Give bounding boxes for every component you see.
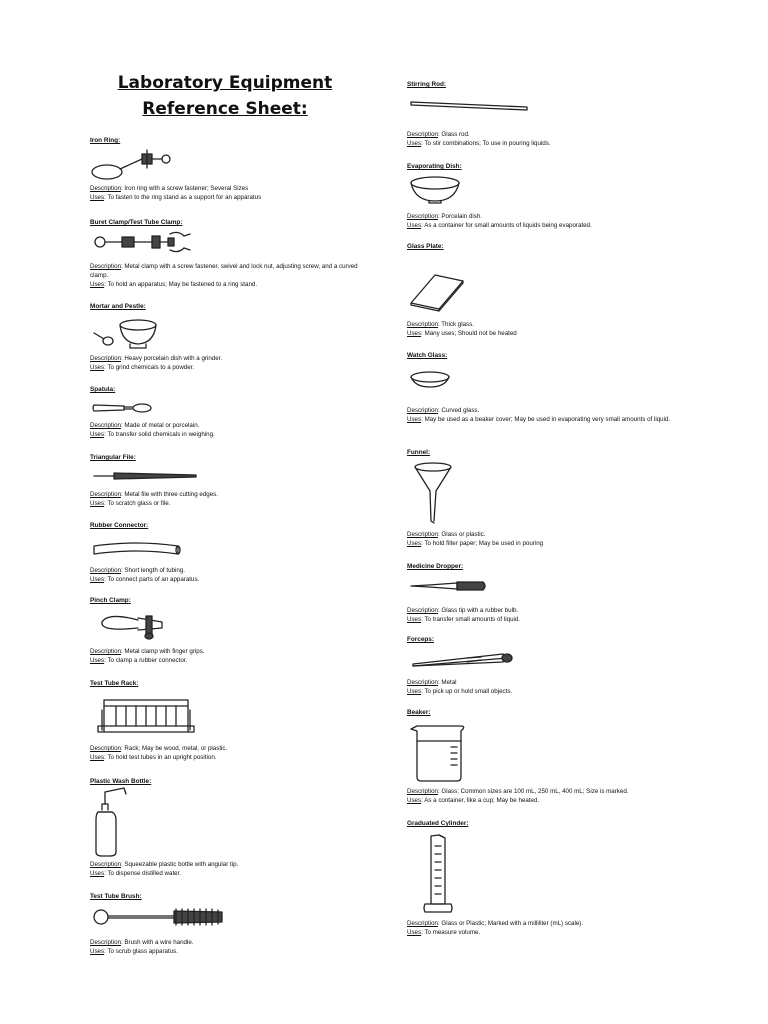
entry-buret-clamp [90,219,358,288]
glass-plate-icon [407,271,467,313]
entry-title: Beaker : [407,709,430,717]
iron-ring-icon [90,147,182,183]
entry-uses: Uses: To dispense distilled water. [90,870,182,877]
entry-title: Glass Plate : [407,243,444,251]
entry-uses: Uses: To hold filter paper; May be used in pouring [407,540,544,547]
entry-description: Description: Short length of tubing. [90,567,185,574]
entry-description: Description: Iron ring with a screw fastener; Several Sizes [90,185,249,192]
entry-uses: Uses: To hold an apparatus; May be fastened to a ring stand. [90,281,258,288]
entry-uses: Uses: To transfer solid chemicals in weighing. [90,431,215,438]
entry-title: Medicine Dropper : [407,563,463,571]
entry-uses: Uses: To scrub glass apparatus. [90,948,178,955]
buret-clamp-icon [90,228,200,258]
entry-description: Description: Metal [407,679,457,686]
graduated-cylinder-icon [419,832,459,916]
entry-uses: Uses: To fasten to the ring stand as a support for an apparatus [90,194,262,201]
entry-glass-plate [407,243,517,337]
evaporating-dish-icon [407,175,463,205]
entry-description: Description: Thick glass. [407,321,474,328]
entry-mortar-pestle [90,303,223,371]
entry-description: Description: Metal file with three cutting edges. [90,491,218,498]
entry-uses: Uses: As a container, like a cup; May be heated. [407,797,540,804]
test-tube-brush-icon [90,905,230,929]
wash-bottle-icon [90,786,130,858]
entry-description: Description: Porcelain dish. [407,213,482,220]
entry-uses: Uses: To measure volume. [407,929,481,936]
entry-uses: Uses: Many uses; Should not be heated [407,330,517,337]
entry-uses: Uses: May be used as a beaker cover; May be used in evaporating very small amounts of liquid. [407,416,671,423]
entry-title: Watch Glass : [407,352,447,360]
entry-graduated-cylinder [407,820,584,936]
entry-description: Description: Glass or plastic. [407,531,486,538]
entry-iron-ring [90,137,262,201]
funnel-icon [413,459,457,527]
entry-funnel [407,449,544,547]
entry-uses: Uses: To stir combinations; To use in pouring liquids. [407,140,551,147]
entry-description: Description: Glass; Common sizes are 100 mL, 250 mL, 400 mL; Size is marked. [407,788,629,795]
entry-title: Test Tube Brush : [90,893,142,901]
entry-description: Description: Heavy porcelain dish with a grinder. [90,355,223,362]
entry-title: Spatula : [90,386,115,394]
entry-title: Stirring Rod : [407,81,446,89]
entry-test-tube-brush [90,893,194,955]
entry-title: Rubber Connector : [90,522,148,530]
entry-uses: Uses: To pick up or hold small objects. [407,688,513,695]
entry-spatula [90,386,215,438]
entry-description: Description: Curved glass. [407,407,480,414]
entry-uses: Uses: To transfer small amounts of liquid. [407,616,521,623]
entry-stirring-rod [407,81,551,147]
entry-description: Description: Glass tip with a rubber bulb. [407,607,519,614]
entry-title: Buret Clamp/Test Tube Clamp : [90,219,182,227]
entry-watch-glass [407,352,671,423]
entry-uses: Uses: To scratch glass or file. [90,500,171,507]
entry-evaporating-dish [407,163,592,229]
entry-uses: Uses: To hold test tubes in an upright position. [90,754,217,761]
mortar-pestle-icon [90,311,182,351]
entry-title: Evaporating Dish : [407,163,462,171]
rubber-connector-icon [90,536,182,560]
stirring-rod-icon [407,96,533,112]
entry-title: Test Tube Rack : [90,680,138,688]
entry-title: Mortar and Pestle : [90,303,146,311]
entry-forceps [407,636,513,695]
entry-description: Description: Glass or Plastic; Marked with a milliliter (mL) scale). [407,920,584,927]
entry-description: Description: Glass rod. [407,131,470,138]
entry-description: Description: Metal clamp with finger grips. [90,648,205,655]
beaker-icon [407,721,469,783]
entry-title: Forceps : [407,636,434,644]
entry-description: Description: Rack; May be wood, metal, or plastic. [90,745,228,752]
entry-uses: Uses: To connect parts of an apparatus. [90,576,200,583]
triangular-file-icon [90,470,202,482]
forceps-icon [407,648,517,674]
entry-wash-bottle [90,778,239,877]
entry-description: Description: Squeezable plastic bottle with angular tip. [90,861,239,868]
entry-title: Iron Ring : [90,137,120,145]
entry-description: Description: Brush with a wire handle. [90,939,194,946]
entry-title: Plastic Wash Bottle : [90,778,151,786]
entry-beaker [407,709,629,804]
entry-title: Funnel : [407,449,430,457]
entry-pinch-clamp [90,597,205,664]
entry-description: Description: Made of metal or porcelain. [90,422,200,429]
entry-test-tube-rack [90,680,228,761]
entry-title: Graduated Cylinder : [407,820,468,828]
entry-title: Pinch Clamp : [90,597,131,605]
entry-uses: Uses: To grind chemicals to a powder. [90,364,195,371]
spatula-icon [90,400,152,416]
test-tube-rack-icon [96,696,196,738]
entry-title: Triangular File : [90,454,136,462]
entry-uses: Uses: As a container for small amounts of liquids being evaporated. [407,222,592,229]
entry-rubber-connector [90,522,200,583]
entry-uses: Uses: To clamp a rubber connector. [90,657,188,664]
medicine-dropper-icon [407,579,489,593]
pinch-clamp-icon [98,610,168,640]
entry-triangular-file [90,454,218,507]
page-title: Laboratory Equipment Reference Sheet: [117,73,333,119]
entry-description: Description: Metal clamp with a screw fastener, swivel and lock nut, adjusting screw, and a curved clamp. [90,263,358,279]
entry-medicine-dropper [407,563,521,623]
watch-glass-icon [407,370,453,390]
